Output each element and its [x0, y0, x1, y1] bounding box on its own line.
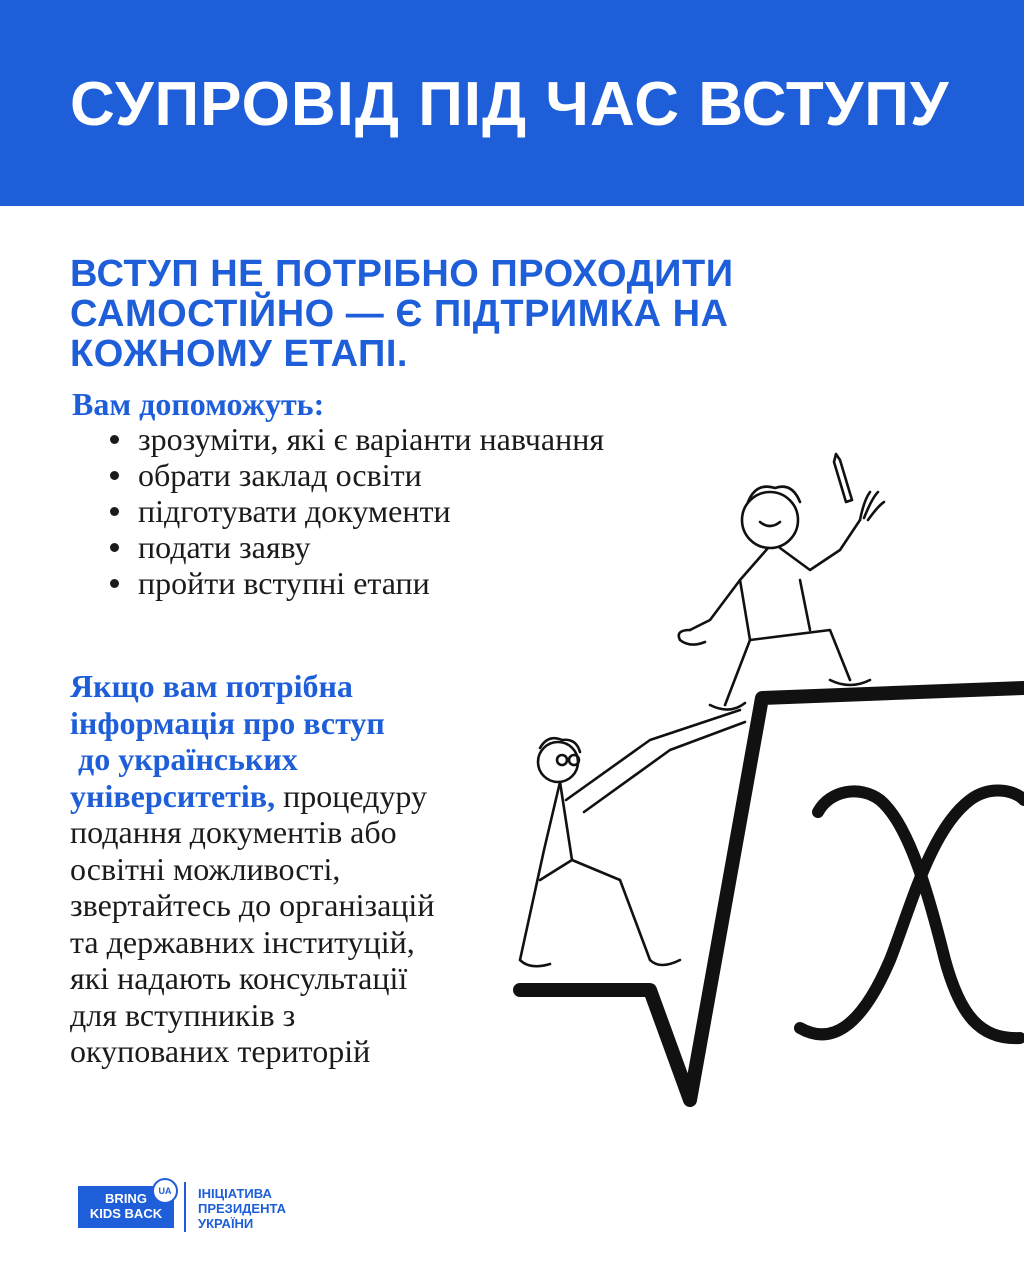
info-paragraph [70, 668, 510, 1070]
pencil-icon [834, 454, 852, 502]
president-initiative-label [198, 1186, 338, 1231]
info-line: які надають консультації [70, 960, 408, 996]
info-line: звертайтесь до організацій [70, 887, 435, 923]
info-highlight-line: Якщо вам потрібна [70, 668, 353, 704]
list-item: пройти вступні етапи [110, 565, 604, 601]
lead-line: САМОСТІЙНО — Є ПІДТРИМКА НА [70, 293, 729, 335]
initiative-line: ІНІЦІАТИВА [198, 1186, 272, 1201]
logo-line: BRING [105, 1191, 147, 1206]
list-item: обрати заклад освіти [110, 457, 604, 493]
x-letter [818, 791, 1020, 1038]
header-banner [0, 0, 1024, 206]
initiative-line: УКРАЇНИ [198, 1216, 254, 1231]
list-item: підготувати документи [110, 493, 604, 529]
info-highlight-line: до українських [70, 741, 298, 777]
upper-figure-head [742, 492, 798, 548]
lead-line: ВСТУП НЕ ПОТРІБНО ПРОХОДИТИ [70, 253, 734, 295]
info-line: для вступників з [70, 996, 296, 1033]
info-line: подання документів або [70, 814, 397, 850]
page-title: СУПРОВІД ПІД ЧАС ВСТУПУ [70, 70, 950, 139]
help-title: Вам допоможуть: [72, 386, 325, 422]
helping-hand-illustration [500, 440, 1024, 1120]
ua-badge: UA [152, 1178, 178, 1204]
info-line: та державних інституцій, [70, 923, 415, 960]
info-highlight-line: інформація про вступ [70, 704, 385, 741]
logo-line: KIDS BACK [89, 1206, 163, 1221]
info-text: процедуру [275, 777, 427, 814]
initiative-line: ПРЕЗИДЕНТА [198, 1201, 287, 1216]
info-line: освітні можливості, [70, 850, 341, 887]
footer-divider [184, 1182, 186, 1232]
list-item: зрозуміти, які є варіанти навчання [110, 421, 604, 457]
info-mixed-line [70, 778, 510, 815]
info-line: окупованих територій [70, 1033, 371, 1069]
lead-line: КОЖНОМУ ЕТАПІ. [70, 333, 408, 375]
sqrt-sign [520, 688, 1024, 1100]
lead-statement [70, 254, 830, 374]
info-highlight-line: університетів, [70, 777, 276, 814]
list-item: подати заяву [110, 529, 604, 565]
